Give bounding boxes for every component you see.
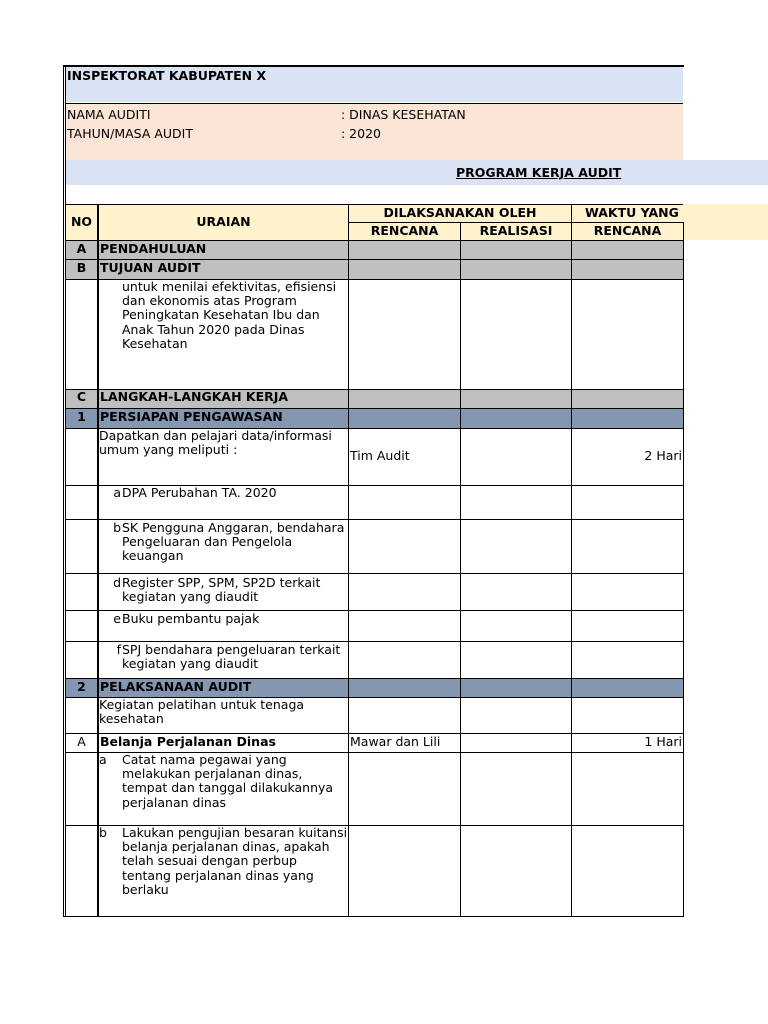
- col-no: NO: [70, 214, 93, 229]
- grid-realisasi-sep: [460, 222, 461, 917]
- row-a-text: PENDAHULUAN: [100, 241, 207, 256]
- row-1-no: 1: [77, 409, 86, 424]
- row-b-no: B: [76, 260, 87, 275]
- s1-item-text: SPJ bendahara pengeluaran terkait kegiatan yang diaudit: [122, 642, 341, 672]
- grid-row: [65, 573, 683, 574]
- s1-item-text: SK Pengguna Anggaran, bendahara Pengeluaran dan Pengelola keuangan: [122, 520, 345, 564]
- grid-right: [683, 222, 684, 917]
- grid-uraian-sep: [348, 204, 349, 917]
- col-rencana: RENCANA: [370, 223, 439, 238]
- s1-item-text: Register SPP, SPM, SP2D terkait kegiatan yang diaudit: [122, 575, 321, 605]
- belanja-item-letter: b: [99, 825, 107, 840]
- auditee-value: : DINAS KESEHATAN: [341, 107, 466, 122]
- s1-item-letter: a: [113, 485, 121, 500]
- belanja-no: A: [77, 734, 86, 749]
- s1-item-letter: b: [113, 520, 121, 535]
- title-band: [66, 160, 768, 185]
- grid-bottom: [63, 916, 684, 917]
- s1-item-letter: e: [113, 611, 121, 626]
- grid-waktu-sep: [571, 204, 572, 917]
- grid-left: [65, 66, 66, 917]
- s1-executor: Tim Audit: [350, 448, 410, 463]
- row-2-text: PELAKSANAAN AUDIT: [100, 679, 252, 694]
- s1-intro: Dapatkan dan pelajari data/informasi umum yang meliputi :: [99, 428, 332, 458]
- col-realisasi: REALISASI: [479, 223, 553, 238]
- s1-item-text: Buku pembantu pajak: [122, 611, 260, 626]
- row-1-text: PERSIAPAN PENGAWASAN: [100, 409, 283, 424]
- org-name: INSPEKTORAT KABUPATEN X: [67, 68, 267, 83]
- belanja-text: Belanja Perjalanan Dinas: [100, 734, 276, 749]
- grid-header-bottom: [65, 103, 683, 104]
- row-a-no: A: [76, 241, 87, 256]
- row-c-no: C: [76, 389, 87, 404]
- col-dilaksanakan: DILAKSANAKAN OLEH: [383, 205, 537, 220]
- s1-time: 2 Hari: [644, 448, 682, 463]
- belanja-time: 1 Hari: [644, 734, 682, 749]
- s1-item-text: DPA Perubahan TA. 2020: [122, 485, 277, 500]
- belanja-executor: Mawar dan Lili: [350, 734, 441, 749]
- row-b-text: TUJUAN AUDIT: [100, 260, 201, 275]
- period-value: : 2020: [341, 126, 381, 141]
- col-waktu: WAKTU YANG: [585, 205, 679, 220]
- grid-no-sep: [97, 204, 99, 917]
- belanja-item-letter: a: [99, 752, 107, 767]
- s2-intro: Kegiatan pelatihan untuk tenaga kesehatan: [99, 697, 305, 727]
- grid-top: [63, 65, 684, 67]
- audit-objective: untuk menilai efektivitas, efisiensi dan ekonomis atas Program Peningkatan Kesehatan Ibu dan Anak Tahun 2020 pada Dinas Kesehatan: [122, 279, 337, 351]
- auditee-label: NAMA AUDITI: [67, 107, 151, 122]
- s1-item-letter: f: [116, 642, 121, 657]
- s1-item-letter: d: [113, 575, 121, 590]
- row-2-no: 2: [77, 679, 86, 694]
- page-title: PROGRAM KERJA AUDIT: [456, 165, 622, 180]
- col-uraian: URAIAN: [196, 214, 251, 229]
- col-waktu-rencana: RENCANA: [593, 223, 662, 238]
- period-label: TAHUN/MASA AUDIT: [67, 126, 194, 141]
- grid-left-outer: [63, 66, 64, 917]
- belanja-item-text: Catat nama pegawai yang melakukan perjalanan dinas, tempat dan tanggal dilakukannya perjalanan dinas: [122, 752, 334, 810]
- row-c-text: LANGKAH-LANGKAH KERJA: [100, 389, 289, 404]
- belanja-item-text: Lakukan pengujian besaran kuitansi belanja perjalanan dinas, apakah telah sesuai dengan perbup tentang perjalanan dinas yang berlaku: [122, 825, 348, 897]
